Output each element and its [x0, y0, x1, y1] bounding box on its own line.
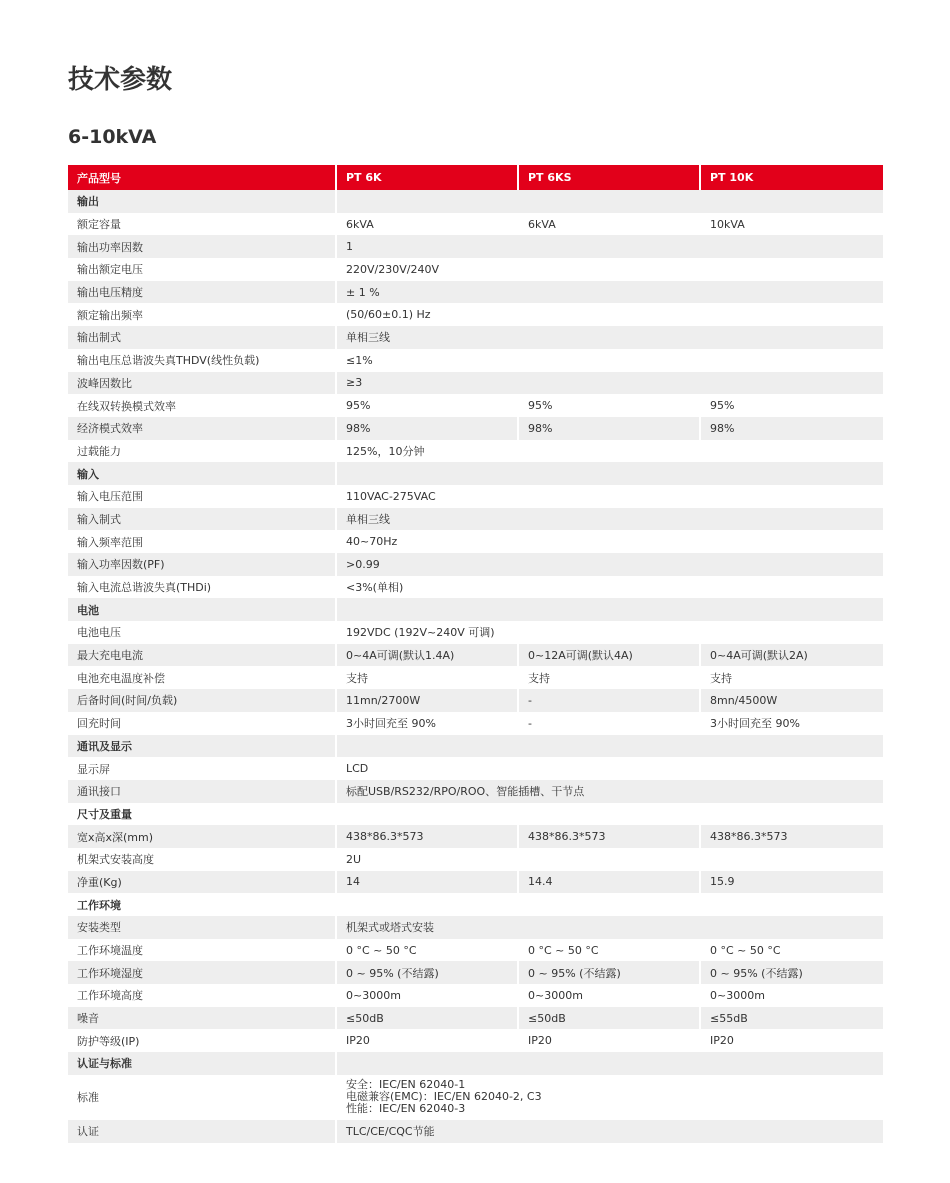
row-value: 0~4A可调(默认1.4A) — [336, 644, 518, 667]
row-label: 噪音 — [68, 1007, 336, 1030]
row-label: 过载能力 — [68, 440, 336, 463]
row-value: ≤50dB — [518, 1007, 700, 1030]
row-value: LCD — [336, 757, 883, 780]
table-row — [68, 825, 883, 848]
row-value: 95% — [518, 394, 700, 417]
table-row — [68, 530, 883, 553]
table-row — [68, 235, 883, 258]
row-value: ≤1% — [336, 349, 883, 372]
table-row — [68, 757, 883, 780]
section-heading: 输出 — [68, 190, 336, 213]
table-row — [68, 281, 883, 304]
row-value: <3%(单相) — [336, 576, 883, 599]
row-value: 0 ~ 95% (不结露) — [518, 961, 700, 984]
table-row — [68, 1075, 883, 1120]
row-label: 在线双转换模式效率 — [68, 394, 336, 417]
row-value: 机架式或塔式安装 — [336, 916, 883, 939]
row-value: 3小时回充至 90% — [336, 712, 518, 735]
row-label: 显示屏 — [68, 757, 336, 780]
row-label: 工作环境高度 — [68, 984, 336, 1007]
row-value: 单相三线 — [336, 508, 883, 531]
row-label: 输出电压精度 — [68, 281, 336, 304]
row-value: 98% — [336, 417, 518, 440]
row-label: 输出制式 — [68, 326, 336, 349]
table-row — [68, 326, 883, 349]
section-row — [68, 462, 883, 485]
row-value: 6kVA — [336, 213, 518, 236]
section-row — [68, 1052, 883, 1075]
row-value: 192VDC (192V~240V 可调) — [336, 621, 883, 644]
table-row — [68, 666, 883, 689]
row-label: 净重(Kg) — [68, 871, 336, 894]
table-row — [68, 576, 883, 599]
row-value: >0.99 — [336, 553, 883, 576]
row-value: 安全：IEC/EN 62040-1 电磁兼容(EMC)：IEC/EN 62040-2, C3 性能：IEC/EN 62040-3 — [336, 1075, 883, 1120]
row-label: 最大充电电流 — [68, 644, 336, 667]
table-row — [68, 213, 883, 236]
row-value: 438*86.3*573 — [336, 825, 518, 848]
section-row — [68, 735, 883, 758]
table-row — [68, 508, 883, 531]
row-value: 0~3000m — [700, 984, 883, 1007]
row-label: 机架式安装高度 — [68, 848, 336, 871]
table-row — [68, 553, 883, 576]
table-row — [68, 1029, 883, 1052]
row-label: 经济模式效率 — [68, 417, 336, 440]
row-label: 安装类型 — [68, 916, 336, 939]
row-label: 工作环境温度 — [68, 939, 336, 962]
row-value: IP20 — [518, 1029, 700, 1052]
section-heading: 工作环境 — [68, 893, 336, 916]
section-filler — [336, 803, 883, 826]
section-filler — [336, 1052, 883, 1075]
section-heading: 输入 — [68, 462, 336, 485]
row-value: IP20 — [336, 1029, 518, 1052]
row-label: 额定容量 — [68, 213, 336, 236]
row-value: TLC/CE/CQC节能 — [336, 1120, 883, 1143]
row-value: - — [518, 712, 700, 735]
row-value: 0~3000m — [518, 984, 700, 1007]
section-row — [68, 190, 883, 213]
table-row — [68, 984, 883, 1007]
row-value: 220V/230V/240V — [336, 258, 883, 281]
row-label: 波峰因数比 — [68, 372, 336, 395]
row-value: - — [518, 689, 700, 712]
table-row — [68, 485, 883, 508]
row-label: 输入功率因数(PF) — [68, 553, 336, 576]
row-value: 0 ~ 95% (不结露) — [700, 961, 883, 984]
table-row — [68, 394, 883, 417]
row-value: 95% — [336, 394, 518, 417]
table-row — [68, 644, 883, 667]
section-heading: 通讯及显示 — [68, 735, 336, 758]
table-row — [68, 871, 883, 894]
row-value: 0 °C ~ 50 °C — [700, 939, 883, 962]
header-product-model: 产品型号 — [68, 165, 336, 190]
table-row — [68, 349, 883, 372]
header-pt-6k: PT 6K — [336, 165, 518, 190]
row-value: 0~4A可调(默认2A) — [700, 644, 883, 667]
row-value: 0~12A可调(默认4A) — [518, 644, 700, 667]
row-value: 438*86.3*573 — [518, 825, 700, 848]
row-value: 3小时回充至 90% — [700, 712, 883, 735]
row-label: 电池充电温度补偿 — [68, 666, 336, 689]
section-row — [68, 803, 883, 826]
row-label: 输入电流总谐波失真(THDi) — [68, 576, 336, 599]
table-row — [68, 417, 883, 440]
row-value: 98% — [700, 417, 883, 440]
row-value: 8mn/4500W — [700, 689, 883, 712]
row-label: 输入电压范围 — [68, 485, 336, 508]
header-pt-6ks: PT 6KS — [518, 165, 700, 190]
row-value: 14.4 — [518, 871, 700, 894]
row-label: 输出功率因数 — [68, 235, 336, 258]
table-row — [68, 689, 883, 712]
section-filler — [336, 190, 883, 213]
section-heading: 电池 — [68, 598, 336, 621]
row-label: 后备时间(时间/负载) — [68, 689, 336, 712]
table-body — [68, 190, 883, 1143]
table-row — [68, 848, 883, 871]
header-pt-10k: PT 10K — [700, 165, 883, 190]
row-value: 支持 — [518, 666, 700, 689]
row-value: 0 °C ~ 50 °C — [518, 939, 700, 962]
table-row — [68, 1007, 883, 1030]
row-label: 输出额定电压 — [68, 258, 336, 281]
row-value: ≤50dB — [336, 1007, 518, 1030]
row-label: 工作环境湿度 — [68, 961, 336, 984]
section-heading: 尺寸及重量 — [68, 803, 336, 826]
spec-table — [68, 165, 883, 1143]
row-label: 输入频率范围 — [68, 530, 336, 553]
row-value: 11mn/2700W — [336, 689, 518, 712]
section-row — [68, 598, 883, 621]
row-value: ± 1 % — [336, 281, 883, 304]
row-value: ≥3 — [336, 372, 883, 395]
table-row — [68, 303, 883, 326]
row-label: 防护等级(IP) — [68, 1029, 336, 1052]
table-row — [68, 372, 883, 395]
row-value: 0 °C ~ 50 °C — [336, 939, 518, 962]
section-filler — [336, 598, 883, 621]
table-row — [68, 621, 883, 644]
table-header-row — [68, 165, 883, 190]
row-value: 15.9 — [700, 871, 883, 894]
row-label: 输入制式 — [68, 508, 336, 531]
row-label: 输出电压总谐波失真THDV(线性负载) — [68, 349, 336, 372]
row-label: 认证 — [68, 1120, 336, 1143]
row-value: 10kVA — [700, 213, 883, 236]
table-row — [68, 916, 883, 939]
row-label: 额定输出频率 — [68, 303, 336, 326]
section-filler — [336, 462, 883, 485]
row-value: ≤55dB — [700, 1007, 883, 1030]
row-value: 0 ~ 95% (不结露) — [336, 961, 518, 984]
row-value: 单相三线 — [336, 326, 883, 349]
row-value: 438*86.3*573 — [700, 825, 883, 848]
row-value: 支持 — [336, 666, 518, 689]
page-title: 技术参数 — [68, 65, 173, 95]
table-row — [68, 712, 883, 735]
section-row — [68, 893, 883, 916]
row-value: 110VAC-275VAC — [336, 485, 883, 508]
row-label: 回充时间 — [68, 712, 336, 735]
row-value: 2U — [336, 848, 883, 871]
row-value: 6kVA — [518, 213, 700, 236]
table-row — [68, 258, 883, 281]
table-row — [68, 961, 883, 984]
row-label: 宽x高x深(mm) — [68, 825, 336, 848]
row-value: 98% — [518, 417, 700, 440]
row-value: 40~70Hz — [336, 530, 883, 553]
row-value: 标配USB/RS232/RPO/ROO、智能插槽、干节点 — [336, 780, 883, 803]
row-value: 支持 — [700, 666, 883, 689]
row-value: 0~3000m — [336, 984, 518, 1007]
table-row — [68, 939, 883, 962]
section-subtitle: 6-10kVA — [68, 126, 157, 148]
row-value: 14 — [336, 871, 518, 894]
row-label: 通讯接口 — [68, 780, 336, 803]
section-filler — [336, 735, 883, 758]
table-row — [68, 440, 883, 463]
row-value: 1 — [336, 235, 883, 258]
table-row — [68, 780, 883, 803]
row-label: 标准 — [68, 1075, 336, 1120]
table-row — [68, 1120, 883, 1143]
row-value: 95% — [700, 394, 883, 417]
section-heading: 认证与标准 — [68, 1052, 336, 1075]
section-filler — [336, 893, 883, 916]
row-label: 电池电压 — [68, 621, 336, 644]
row-value: (50/60±0.1) Hz — [336, 303, 883, 326]
row-value: IP20 — [700, 1029, 883, 1052]
row-value: 125%，10分钟 — [336, 440, 883, 463]
